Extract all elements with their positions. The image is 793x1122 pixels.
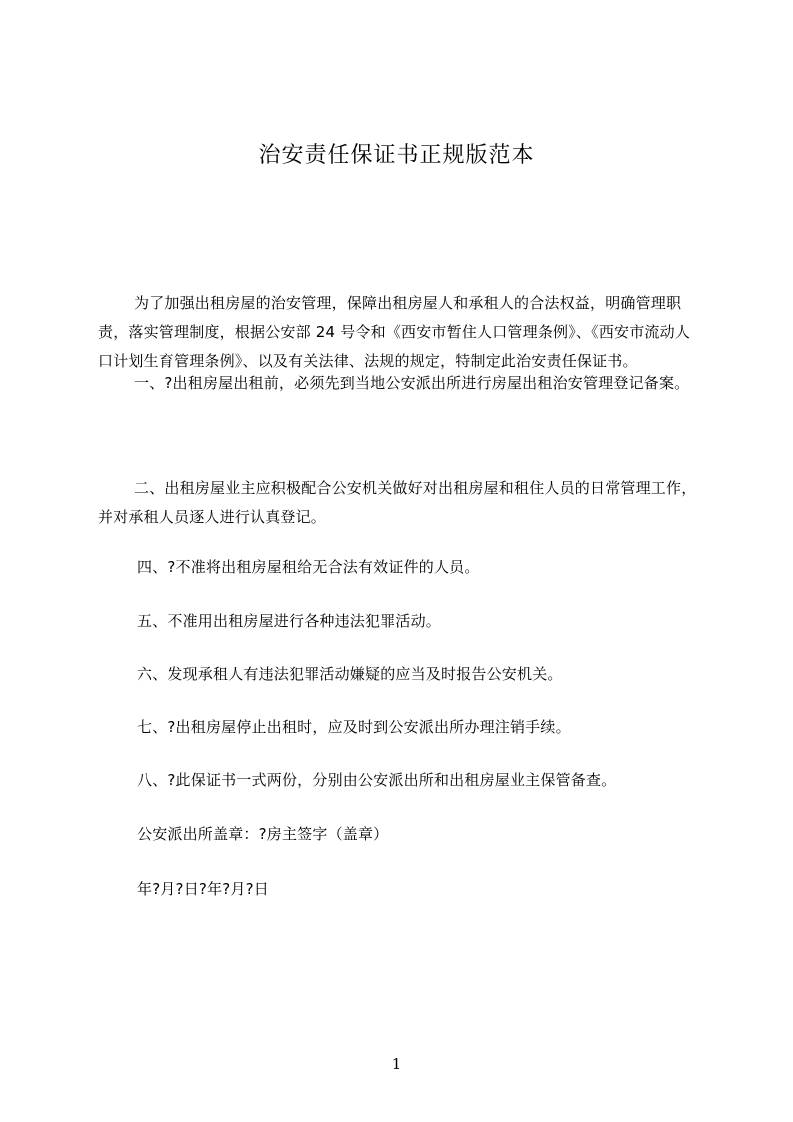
clause-6-paragraph: 六、发现承租人有违法犯罪活动嫌疑的应当及时报告公安机关。 [137, 665, 563, 683]
clause-7-paragraph: 七、?出租房屋停止出租时，应及时到公安派出所办理注销手续。 [137, 718, 571, 736]
clause-5-paragraph: 五、不准用出租房屋进行各种违法犯罪活动。 [137, 612, 442, 630]
clause-2-paragraph: 二、出租房屋业主应积极配合公安机关做好对出租房屋和租住人员的日常管理工作，并对承租人员逐人进行认真登记。 [98, 479, 697, 526]
page-number: 1 [391, 1055, 402, 1073]
intro-paragraph: 为了加强出租房屋的治安管理，保障出租房屋人和承租人的合法权益，明确管理职责，落实管理制度，根据公安部 24 号令和《西安市暂住人口管理条例》、《西安市流动人口计划生育管理条例》、以及有关法律、法规的规定，特制定此治安责任保证书。 [98, 294, 691, 370]
document-title: 治安责任保证书正规版范本 [258, 143, 535, 168]
clause-1-paragraph: 一、?出租房屋出租前，必须先到当地公安派出所进行房屋出租治安管理登记备案。 [134, 374, 690, 392]
date-line: 年?月?日?年?月?日 [137, 880, 270, 898]
clause-4-paragraph: 四、?不准将出租房屋租给无合法有效证件的人员。 [137, 558, 480, 576]
signature-line: 公安派出所盖章：?房主签字（盖章） [137, 825, 389, 843]
clause-8-paragraph: 八、?此保证书一式两份，分别由公安派出所和出租房屋业主保管备查。 [137, 771, 617, 789]
